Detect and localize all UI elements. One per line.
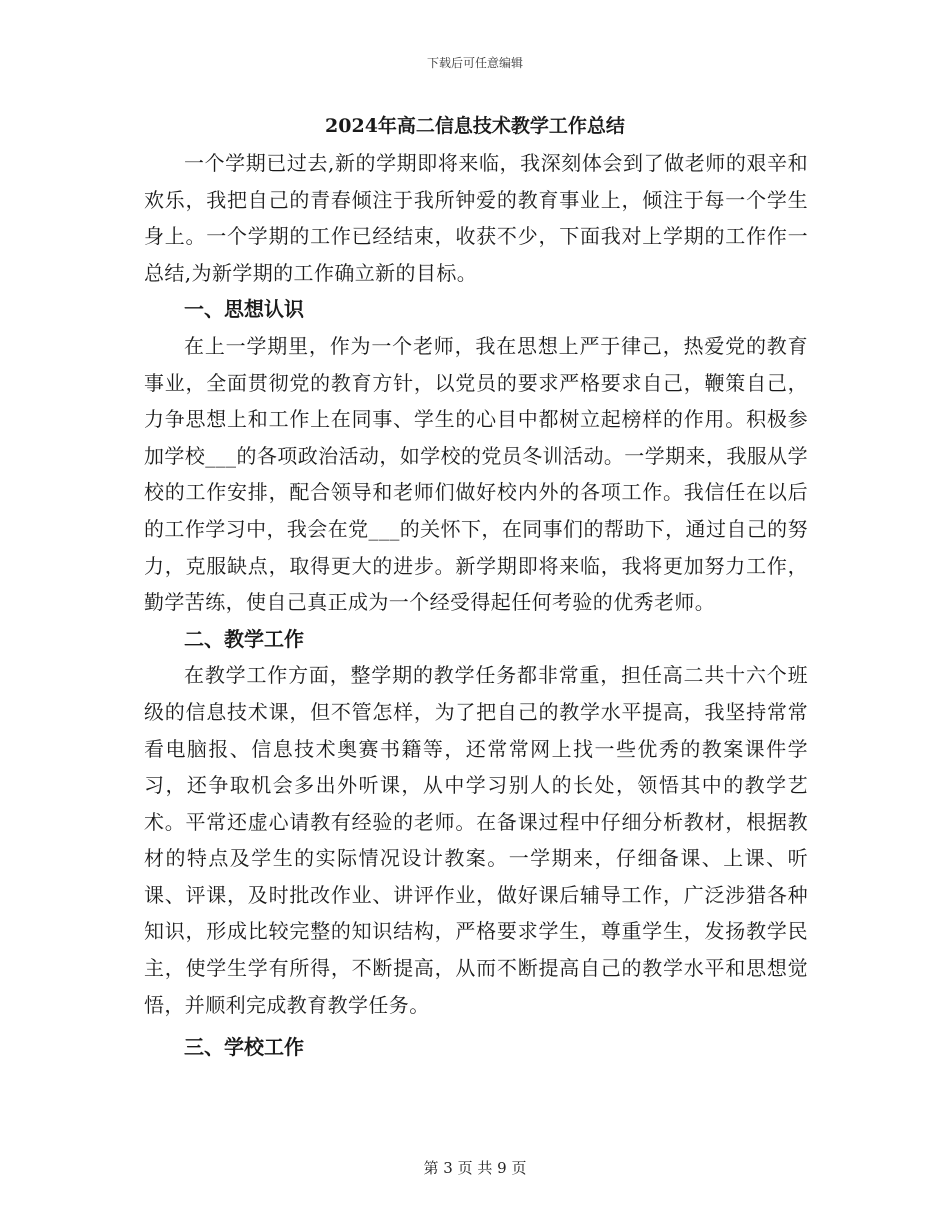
intro-paragraph: 一个学期已过去,新的学期即将来临，我深刻体会到了做老师的艰辛和欢乐，我把自己的青春倾注于我所钟爱的教育事业上，倾注于每一个学生身上。一个学期的工作已经结束，收获不少，下面我对上学期的工作作一总结,为新学期的工作确立新的目标。 (144, 151, 808, 285)
document-body (144, 145, 808, 1066)
section-paragraph-teaching: 在教学工作方面，整学期的教学任务都非常重，担任高二共十六个班级的信息技术课，但不管怎样，为了把自己的教学水平提高，我坚持常常看电脑报、信息技术奥赛书籍等，还常常网上找一些优秀的教案课件学习，还争取机会多出外听课，从中学习别人的长处，领悟其中的教学艺术。平常还虚心请教有经验的老师。在备课过程中仔细分析教材，根据教材的特点及学生的实际情况设计教案。一学期来，仔细备课、上课、听课、评课，及时批改作业、讲评作业，做好课后辅导工作，广泛涉猎各种知识，形成比较完整的知识结构，严格要求学生，尊重学生，发扬教学民主，使学生学有所得，不断提高，从而不断提高自己的教学水平和思想觉悟，并顺利完成教育教学任务。 (144, 663, 808, 1017)
section-heading-school: 三、学校工作 (184, 1035, 304, 1060)
page-number: 第 3 页 共 9 页 (423, 1159, 527, 1177)
section-paragraph-thought: 在上一学期里，作为一个老师，我在思想上严于律己，热爱党的教育事业，全面贯彻党的教育方针，以党员的要求严格要求自己，鞭策自己，力争思想上和工作上在同事、学生的心目中都树立起榜样的作用。积极参加学校___的各项政治活动，如学校的党员冬训活动。一学期来，我服从学校的工作安排，配合领导和老师们做好校内外的各项工作。我信任在以后的工作学习中，我会在党___的关怀下，在同事们的帮助下，通过自己的努力，克服缺点，取得更大的进步。新学期即将来临，我将更加努力工作，勤学苦练，使自己真正成为一个经受得起任何考验的优秀老师。 (144, 333, 808, 615)
section-heading-teaching: 二、教学工作 (184, 626, 304, 651)
section-heading-thought: 一、思想认识 (184, 297, 304, 322)
document-title: 2024年高二信息技术教学工作总结 (325, 115, 625, 137)
header-note: 下载后可任意编辑 (426, 56, 523, 70)
